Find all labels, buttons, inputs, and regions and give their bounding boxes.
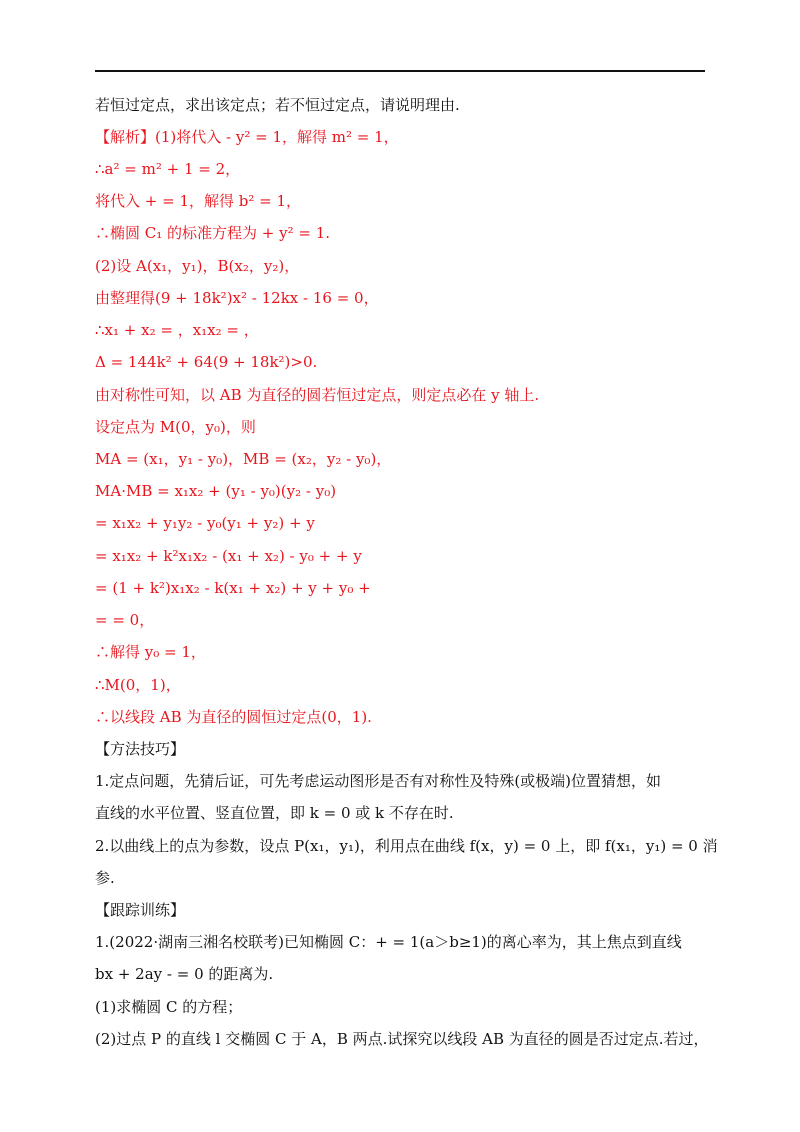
solution-line: MA·MB = x₁x₂ + (y₁ - y₀)(y₂ - y₀) [95,482,337,500]
solution-line: 【解析】(1)将代入 - y² = 1，解得 m² = 1， [95,128,399,146]
solution-line: 设定点为 M(0，y₀)，则 [95,418,256,436]
practice-question-line: 1.(2022·湖南三湘名校联考)已知椭圆 C：+ = 1(a＞b≥1)的离心率为，其上焦点到直线 [95,933,682,951]
practice-question-line: (1)求椭圆 C 的方程； [95,998,243,1016]
solution-line: MA = (x₁，y₁ - y₀)，MB = (x₂，y₂ - y₀)， [95,450,392,468]
solution-line: Δ = 144k² + 64(9 + 18k²)>0. [95,353,318,371]
solution-line: ∴椭圆 C₁ 的标准方程为 + y² = 1. [95,224,331,242]
solution-line: = x₁x₂ + k²x₁x₂ - (x₁ + x₂) - y₀ + + y [95,547,362,565]
solution-line: 由整理得(9 + 18k²)x² - 12kx - 16 = 0， [95,289,379,307]
solution-line: ∴x₁ + x₂ = ，x₁x₂ = ， [95,321,259,339]
method-tip-line: 1.定点问题，先猜后证，可先考虑运动图形是否有对称性及特殊(或极端)位置猜想，如 [95,772,662,790]
method-tip-line: 参. [95,869,115,887]
practice-question-line: bx + 2ay - = 0 的距离为. [95,965,274,983]
section-heading-method: 【方法技巧】 [95,740,186,758]
solution-line: 由对称性可知，以 AB 为直径的圆若恒过定点，则定点必在 y 轴上. [95,386,540,404]
solution-line: 将代入 + = 1，解得 b² = 1， [95,192,302,210]
section-heading-practice: 【跟踪训练】 [95,901,186,919]
solution-line: (2)设 A(x₁，y₁)，B(x₂，y₂)， [95,257,300,275]
method-tip-line: 2.以曲线上的点为参数，设点 P(x₁，y₁)，利用点在曲线 f(x，y) = 0 上，即 f(x₁，y₁) = 0 消 [95,837,718,855]
solution-line: = x₁x₂ + y₁y₂ - y₀(y₁ + y₂) + y [95,514,315,532]
solution-line: = = 0， [95,611,155,629]
solution-line: ∴M(0，1)， [95,676,181,694]
solution-line: ∴a² = m² + 1 = 2， [95,160,241,178]
header-rule [95,70,705,72]
practice-question-line: (2)过点 P 的直线 l 交椭圆 C 于 A，B 两点.试探究以线段 AB 为直径的圆是否过定点.若过， [95,1030,709,1048]
question-continuation: 若恒过定点，求出该定点；若不恒过定点，请说明理由. [95,96,460,114]
method-tip-line: 直线的水平位置、竖直位置，即 k = 0 或 k 不存在时. [95,804,454,822]
solution-line: = (1 + k²)x₁x₂ - k(x₁ + x₂) + y + y₀ + [95,579,371,597]
solution-line: ∴解得 y₀ = 1， [95,643,206,661]
solution-line: ∴以线段 AB 为直径的圆恒过定点(0，1). [95,708,372,726]
